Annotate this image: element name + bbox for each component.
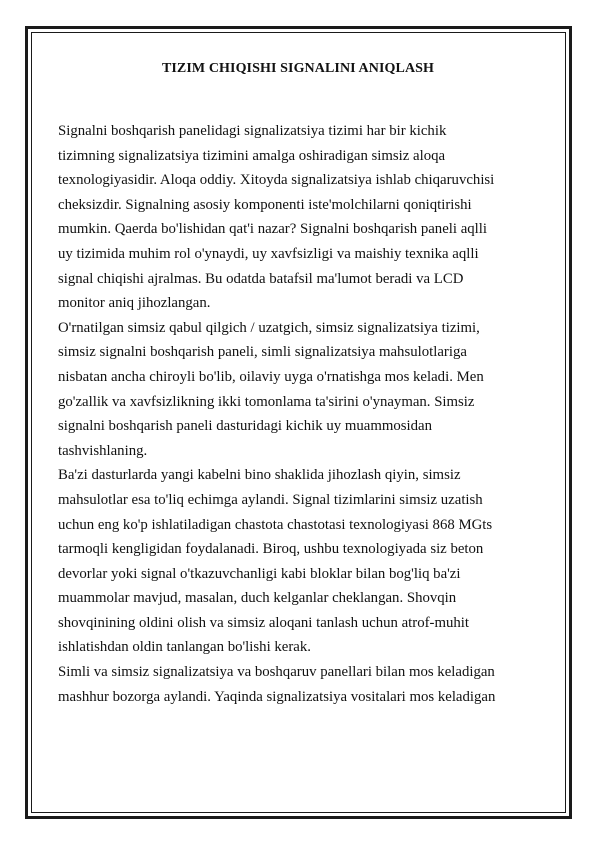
text-line: cheksizdir. Signalning asosiy komponenti iste'molchilarni qoniqtirishi bbox=[58, 196, 472, 213]
text-line: monitor aniq jihozlangan. bbox=[58, 295, 211, 312]
text-line: simsiz signalni boshqarish paneli, simli signalizatsiya mahsulotlariga bbox=[58, 344, 467, 361]
text-line: Signalni boshqarish panelidagi signalizatsiya tizimi har bir kichik bbox=[58, 123, 447, 139]
text-line: signalni boshqarish paneli dasturidagi kichik uy muammosidan bbox=[58, 418, 432, 435]
paragraph-4 bbox=[58, 660, 542, 709]
text-line: go'zallik va xavfsizlikning ikki tomonlama ta'sirini o'ynayman. Simsiz bbox=[58, 393, 475, 410]
paragraph-2 bbox=[58, 316, 542, 464]
text-line: texnologiyasidir. Aloqa oddiy. Xitoyda signalizatsiya ishlab chiqaruvchisi bbox=[58, 172, 495, 189]
document-body bbox=[58, 119, 542, 709]
text-line: tizimning signalizatsiya tizimini amalga oshiradigan simsiz aloqa bbox=[58, 147, 446, 164]
text-line: uy tizimida muhim rol o'ynaydi, uy xavfsizligi va maishiy texnika aqlli bbox=[58, 245, 479, 262]
text-line: signal chiqishi ajralmas. Bu odatda batafsil ma'lumot beradi va LCD bbox=[58, 270, 464, 287]
text-line: Simli va simsiz signalizatsiya va boshqaruv panellari bilan mos keladigan bbox=[58, 664, 495, 681]
paragraph-3 bbox=[58, 463, 542, 660]
text-line: tarmoqli kengligidan foydalanadi. Biroq, ushbu texnologiyada siz beton bbox=[58, 541, 484, 558]
paragraph-1 bbox=[58, 119, 542, 316]
text-line: muammolar mavjud, masalan, duch kelganlar cheklangan. Shovqin bbox=[58, 590, 457, 607]
text-line: O'rnatilgan simsiz qabul qilgich / uzatgich, simsiz signalizatsiya tizimi, bbox=[58, 319, 480, 336]
text-line: uchun eng ko'p ishlatiladigan chastota chastotasi texnologiyasi 868 MGts bbox=[58, 516, 493, 533]
text-line: mahsulotlar esa to'liq echimga aylandi. Signal tizimlarini simsiz uzatish bbox=[58, 491, 483, 508]
text-line: devorlar yoki signal o'tkazuvchanligi kabi bloklar bilan bog'liq ba'zi bbox=[58, 565, 461, 582]
text-line: ishlatishdan oldin tanlangan bo'lishi kerak. bbox=[58, 639, 311, 656]
text-line: shovqinining oldini olish va simsiz aloqani tanlash uchun atrof-muhit bbox=[58, 614, 469, 631]
text-line: nisbatan ancha chiroyli bo'lib, oilaviy uyga o'rnatishga mos keladi. Men bbox=[58, 368, 484, 385]
text-line: tashvishlaning. bbox=[58, 442, 148, 459]
document-title: TIZIM CHIQISHI SIGNALINI ANIQLASH bbox=[161, 61, 435, 76]
text-line: mumkin. Qaerda bo'lishidan qat'i nazar? Signalni boshqarish paneli aqlli bbox=[58, 221, 487, 238]
text-line: Ba'zi dasturlarda yangi kabelni bino shaklida jihozlash qiyin, simsiz bbox=[58, 467, 461, 484]
text-line: mashhur bozorga aylandi. Yaqinda signalizatsiya vositalari mos keladigan bbox=[58, 688, 496, 705]
